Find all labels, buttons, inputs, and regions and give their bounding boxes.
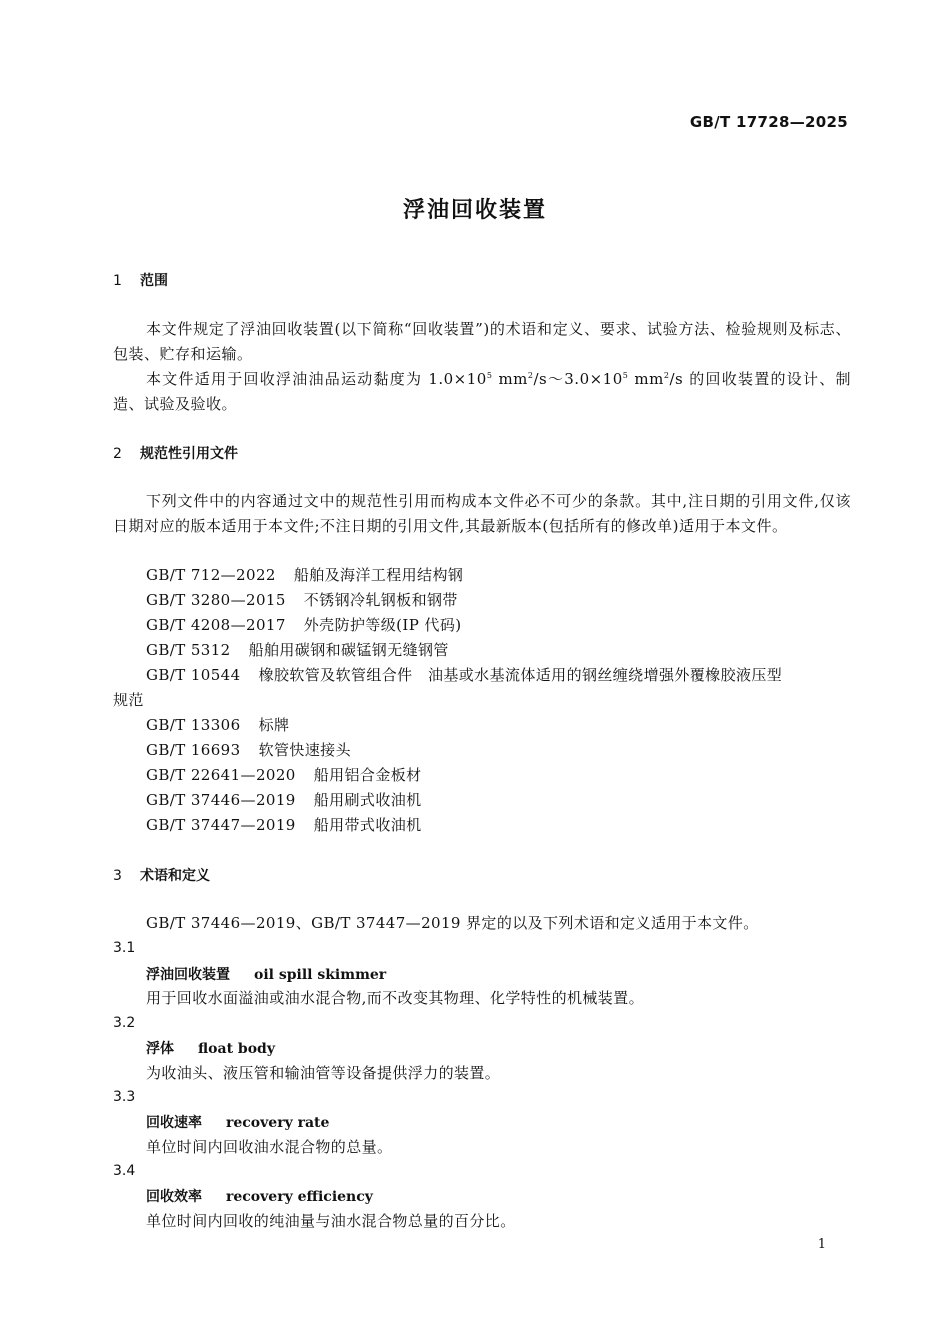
section-2-para-1: 下列文件中的内容通过文中的规范性引用而构成本文件必不可少的条款。其中,注日期的引用文件,仅该日期对应的版本适用于本文件;不注日期的引用文件,其最新版本(包括所有的修改单)适用于本文件。 [113,492,851,535]
term-definition: 单位时间内回收的纯油量与油水混合物总量的百分比。 [146,1212,516,1230]
reference-item-continuation: 规范 [113,691,144,709]
term-definition: 单位时间内回收油水混合物的总量。 [146,1138,393,1156]
section-number: 3 [113,868,122,884]
section-1-para-1: 本文件规定了浮油回收装置(以下简称“回收装置”)的术语和定义、要求、试验方法、检验规则及标志、包装、贮存和运输。 [113,320,851,363]
section-number: 1 [113,273,122,289]
reference-item: GB/T 5312 船舶用碳钢和碳锰钢无缝钢管 [146,641,449,659]
reference-item: GB/T 37447—2019 船用带式收油机 [146,816,422,834]
reference-item: GB/T 4208—2017 外壳防护等级(IP 代码) [146,616,462,634]
term-heading: 浮油回收装置 oil spill skimmer [146,967,387,983]
section-3-para-1: GB/T 37446—2019、GB/T 37447—2019 界定的以及下列术语和定义适用于本文件。 [146,914,759,932]
term-definition: 用于回收水面溢油或油水混合物,而不改变其物理、化学特性的机械装置。 [146,989,644,1007]
section-1-heading [113,270,168,290]
clause-number: 3.1 [113,940,136,956]
reference-item: GB/T 37446—2019 船用刷式收油机 [146,791,422,809]
term-heading: 回收速率 recovery rate [146,1115,330,1131]
section-3-heading [113,865,210,885]
section-title: 范围 [140,273,168,289]
clause-number: 3.3 [113,1089,136,1105]
term-heading: 浮体 float body [146,1041,275,1057]
clause-number: 3.4 [113,1163,136,1179]
section-title: 术语和定义 [140,868,210,884]
section-title: 规范性引用文件 [140,446,238,462]
term-definition: 为收油头、液压管和输油管等设备提供浮力的装置。 [146,1064,501,1082]
section-2-heading [113,443,238,463]
reference-item: GB/T 22641—2020 船用铝合金板材 [146,766,422,784]
reference-item: GB/T 13306 标牌 [146,716,290,734]
standard-code: GB/T 17728—2025 [689,113,848,131]
term-heading: 回收效率 recovery efficiency [146,1189,373,1205]
section-1-para-2: 本文件适用于回收浮油油品运动黏度为 $1.0\times 10^5$ $mm^2/s\sim 3.0\times 10^5$ $mm^2/s$ 的回收装置的设计、制造、试验及验收。 [113,370,851,413]
reference-item: GB/T 3280—2015 不锈钢冷轧钢板和钢带 [146,591,458,609]
reference-item: GB/T 16693 软管快速接头 [146,741,351,759]
reference-item: GB/T 10544 橡胶软管及软管组合件 油基或水基流体适用的钢丝缠绕增强外覆橡胶液压型 [146,666,783,684]
clause-number: 3.2 [113,1015,136,1031]
document-title: 浮油回收装置 [402,198,547,223]
section-number: 2 [113,446,122,462]
reference-item: GB/T 712—2022 船舶及海洋工程用结构钢 [146,566,464,584]
page-number: 1 [817,1237,826,1252]
